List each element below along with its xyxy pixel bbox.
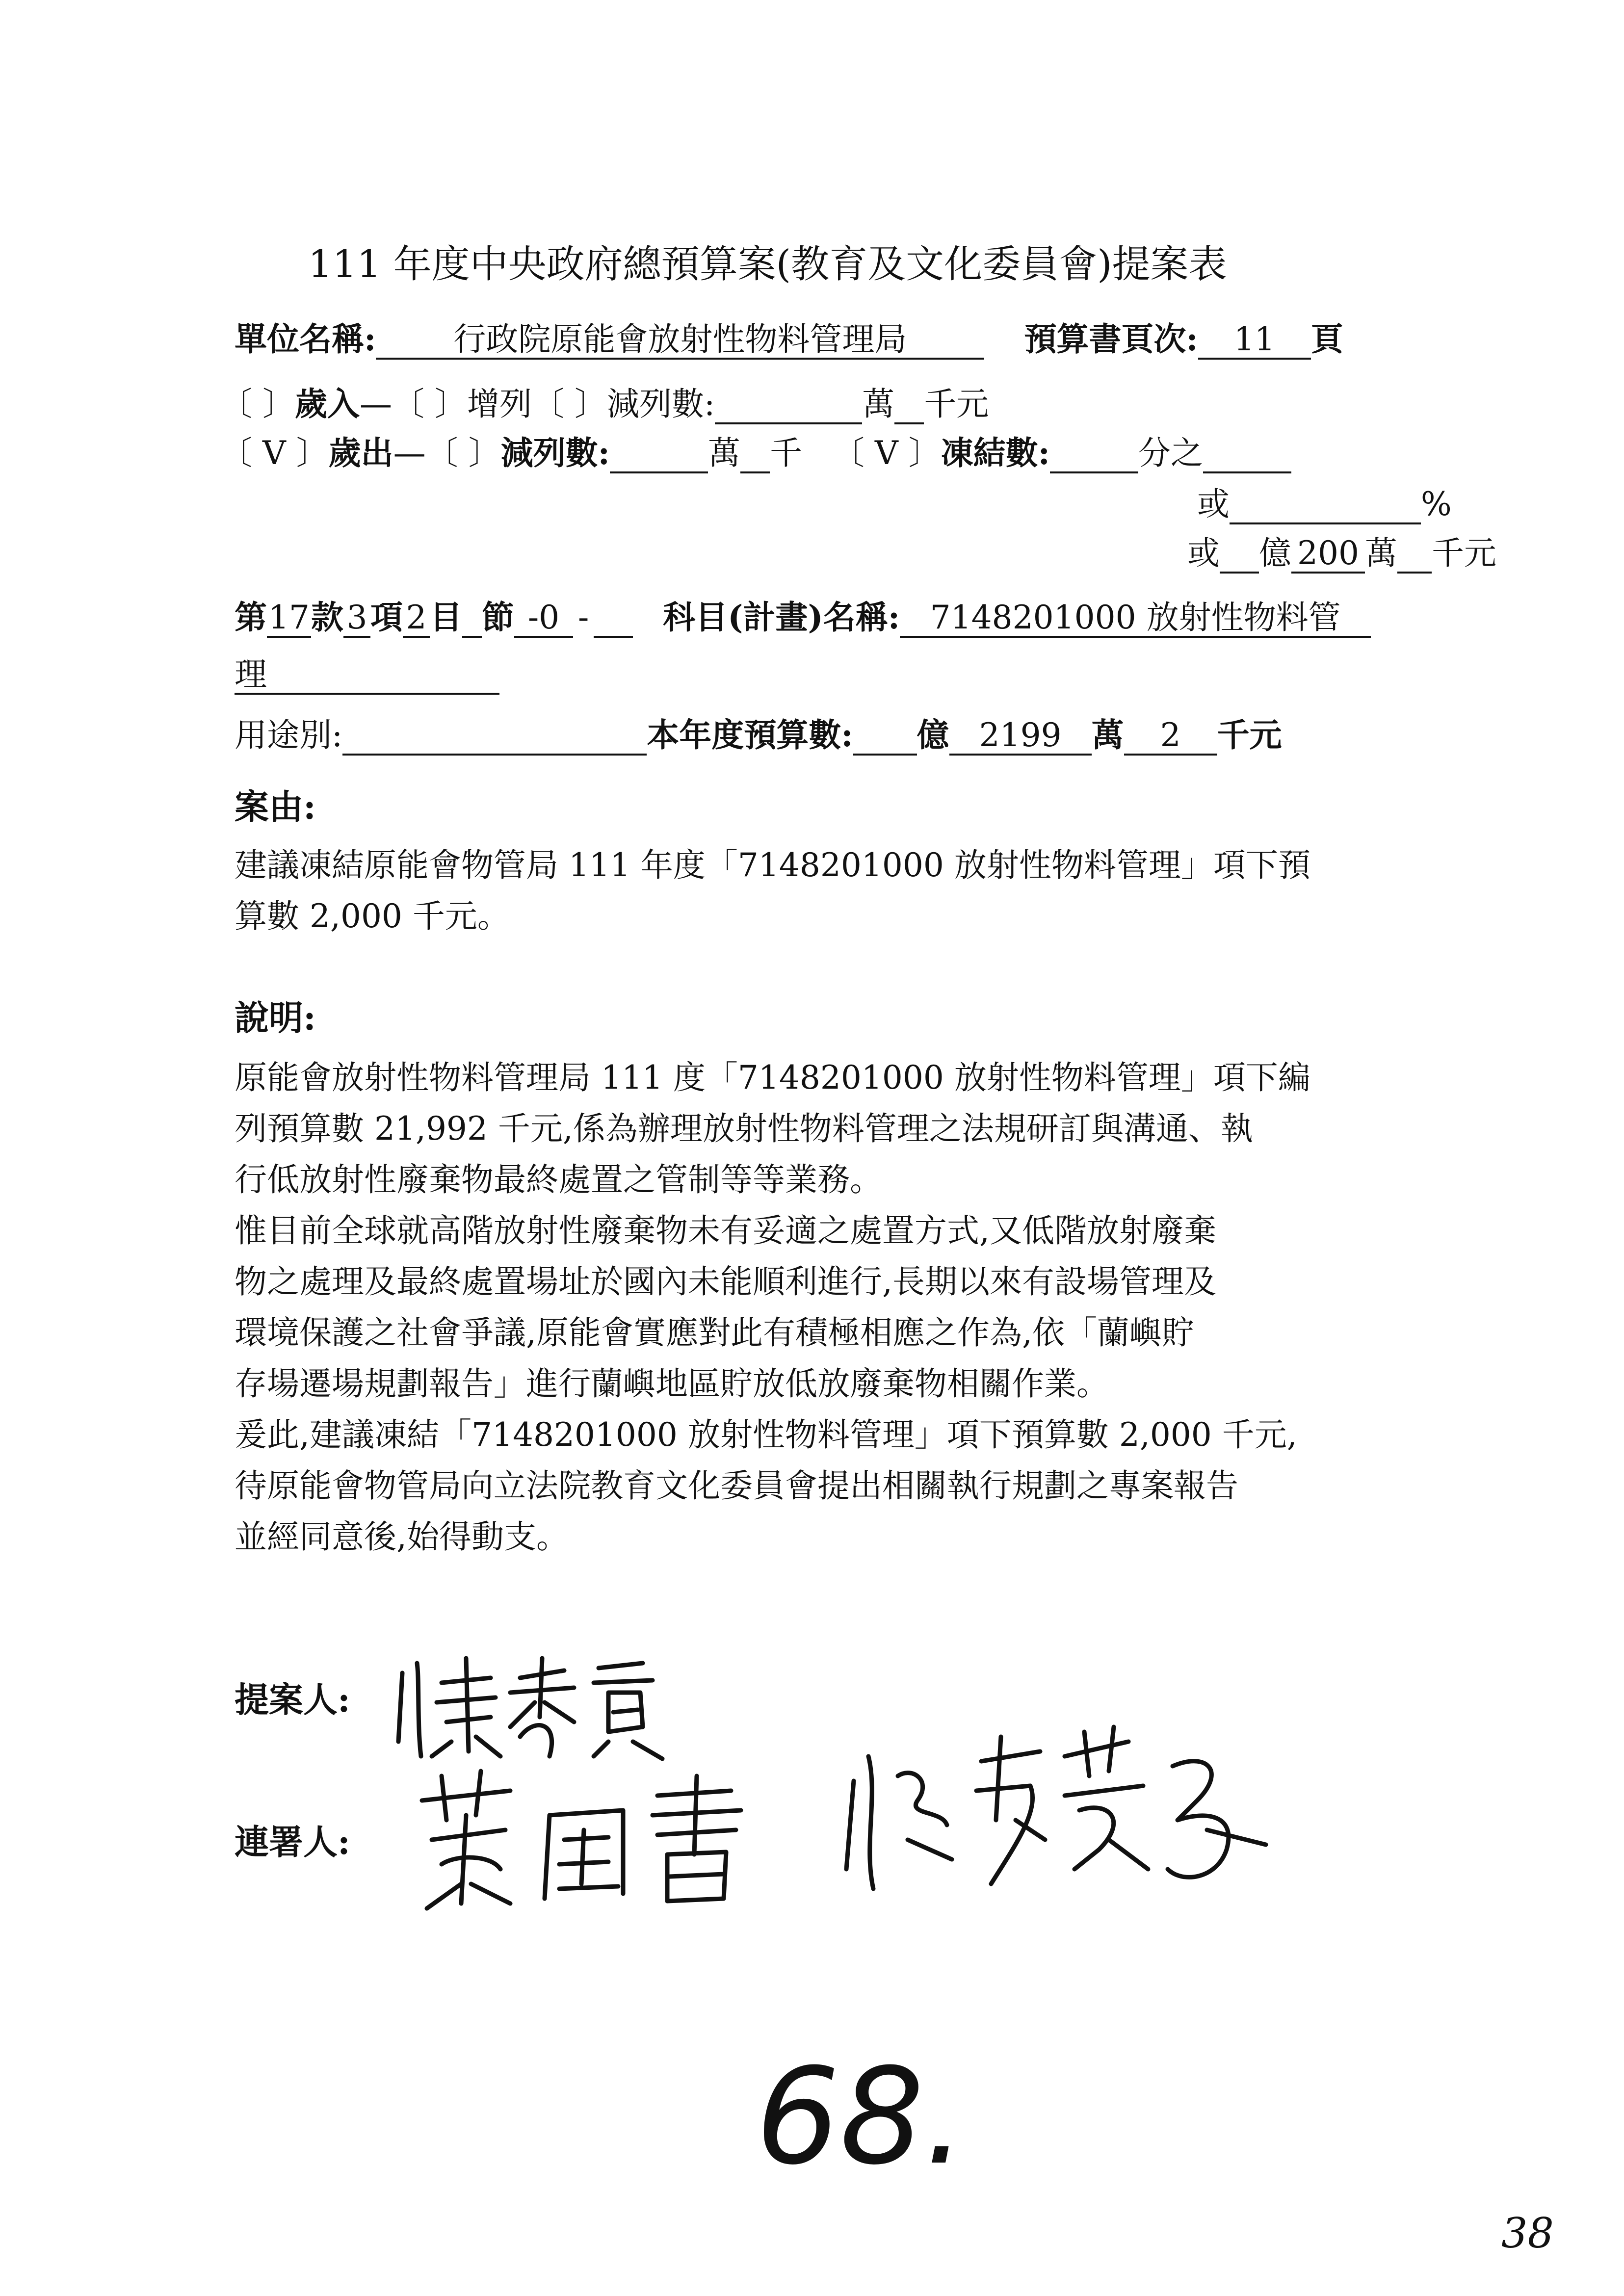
explanation-line: 行低放射性廢棄物最終處置之管制等等業務。: [235, 1161, 882, 1199]
freeze-yi: 億: [1259, 534, 1291, 572]
cosigner-signature-2: [834, 1722, 1285, 1899]
usage-label: 用途別:: [235, 716, 343, 754]
subject-label: 科目(計畫)名稱:: [663, 598, 900, 636]
revenue-qian: 千元: [924, 385, 989, 423]
cosigner-label: 連署人:: [235, 1822, 350, 1862]
revenue-wan-blank: [715, 388, 862, 424]
expenditure-decrease-checkbox: 〔 〕: [425, 434, 501, 472]
revenue-checkbox: 〔 〕: [220, 385, 295, 423]
explanation-line: 爰此,建議凍結「7148201000 放射性物料管理」項下預算數 2,000 千元,: [235, 1416, 1297, 1454]
explanation-line: 原能會放射性物料管理局 111 度「7148201000 放射性物料管理」項下編: [235, 1059, 1310, 1096]
form-title: 111 年度中央政府總預算案(教育及文化委員會)提案表: [308, 242, 1227, 287]
mu-value: 2: [403, 601, 430, 638]
subject-value-1: 7148201000 放射性物料管: [900, 601, 1371, 638]
jie-blank: [462, 601, 482, 638]
unit-row: [235, 320, 1343, 360]
expenditure-checkbox: 〔 V 〕: [220, 434, 329, 472]
budget-wan: 萬: [1091, 716, 1124, 754]
expenditure-row: [220, 434, 1291, 473]
cosigner-signature-1: [412, 1756, 765, 1918]
explanation-body: [235, 1052, 1446, 1563]
page-label: 預算書頁次:: [1024, 320, 1198, 358]
expenditure-wan: 萬: [707, 434, 740, 472]
proposer-label: 提案人:: [235, 1679, 350, 1720]
subject-continuation: [235, 655, 499, 695]
revenue-row: [220, 385, 989, 424]
proposer-signature: [388, 1644, 692, 1761]
jie-label: 節: [482, 598, 514, 636]
freeze-denominator-blank: [1050, 437, 1138, 473]
revenue-decrease-checkbox: 〔 〕: [531, 385, 607, 423]
page-value: 11: [1198, 323, 1311, 360]
reason-body: [235, 840, 1446, 942]
revenue-wan: 萬: [862, 385, 895, 423]
budget-wan-value: 2199: [949, 719, 1092, 756]
xiang-label: 項: [370, 598, 403, 636]
revenue-increase-label: 增列: [467, 385, 532, 423]
freeze-checkbox: 〔 V 〕: [832, 434, 941, 472]
mu-label: 目: [430, 598, 462, 636]
explanation-line: 待原能會物管局向立法院教育文化委員會提出相關執行規劃之專案報告: [235, 1467, 1238, 1505]
explanation-line: 環境保護之社會爭議,原能會實應對此有積極相應之作為,依「蘭嶼貯: [235, 1314, 1194, 1352]
di-label: 第: [235, 598, 267, 636]
revenue-increase-checkbox: 〔 〕: [392, 385, 467, 423]
revenue-dash: —: [359, 385, 392, 423]
percent-row: [1197, 485, 1452, 524]
freeze-wan: 萬: [1365, 534, 1397, 572]
expenditure-wan-blank: [610, 437, 708, 473]
budget-yi: 億: [917, 716, 949, 754]
unit-label: 單位名稱:: [235, 320, 376, 358]
explanation-line: 物之處理及最終處置場址於國內未能順利進行,長期以來有設場管理及: [235, 1263, 1216, 1301]
freeze-qian: 千元: [1432, 534, 1496, 572]
unit-value: 行政院原能會放射性物料管理局: [376, 323, 984, 360]
percent-sign: %: [1421, 485, 1452, 523]
jie-value: -0: [514, 601, 573, 638]
revenue-label: 歲入: [294, 385, 360, 423]
subject-value-2: 理: [235, 658, 499, 695]
explanation-heading: 說明:: [235, 997, 316, 1038]
amount-row: [1187, 534, 1496, 574]
jie-sep: -: [578, 599, 589, 636]
freeze-yi-blank: [1220, 537, 1259, 574]
revenue-decrease-label: 減列數:: [606, 385, 715, 423]
sub-blank: [594, 601, 633, 638]
explanation-line: 並經同意後,始得動支。: [235, 1518, 569, 1556]
page-suffix: 頁: [1310, 320, 1343, 358]
handwritten-number: 68.: [756, 2039, 967, 2194]
freeze-label: 凍結數:: [941, 434, 1050, 472]
reason-line: 建議凍結原能會物管局 111 年度「7148201000 放射性物料管理」項下預: [235, 846, 1310, 884]
budget-row: [235, 716, 1282, 756]
page-number: 38: [1501, 2209, 1554, 2257]
expenditure-decrease-label: 減列數:: [500, 434, 610, 472]
budget-label: 本年度預算數:: [647, 716, 853, 754]
freeze-qian-blank: [1397, 537, 1432, 574]
budget-qian: 千元: [1217, 716, 1282, 754]
expenditure-qian-blank: [740, 437, 770, 473]
percent-blank: [1230, 488, 1421, 524]
budget-qian-value: 2: [1124, 719, 1217, 756]
kuan-label: 款: [311, 598, 343, 636]
revenue-qian-blank: [894, 388, 924, 424]
reason-line: 算數 2,000 千元。: [235, 897, 510, 935]
explanation-line: 列預算數 21,992 千元,係為辦理放射性物料管理之法規研訂與溝通、執: [235, 1110, 1253, 1148]
xiang-value: 3: [343, 601, 370, 638]
classification-row: [235, 598, 1371, 638]
reason-heading: 案由:: [235, 786, 316, 827]
expenditure-label: 歲出: [328, 434, 393, 472]
freeze-fraction: 分之: [1138, 434, 1203, 472]
usage-blank: [342, 719, 647, 756]
kuan-value: 17: [267, 601, 311, 638]
freeze-wan-value: 200: [1291, 537, 1365, 574]
explanation-line: 惟目前全球就高階放射性廢棄物未有妥適之處置方式,又低階放射廢棄: [235, 1212, 1216, 1250]
explanation-line: 存場遷場規劃報告」進行蘭嶼地區貯放低放廢棄物相關作業。: [235, 1365, 1109, 1403]
budget-yi-blank: [853, 719, 917, 756]
or-label-1: 或: [1197, 485, 1230, 523]
expenditure-qian: 千: [769, 434, 802, 472]
freeze-numerator-blank: [1203, 437, 1291, 473]
expenditure-dash: —: [393, 434, 426, 472]
or-label-2: 或: [1187, 534, 1220, 572]
